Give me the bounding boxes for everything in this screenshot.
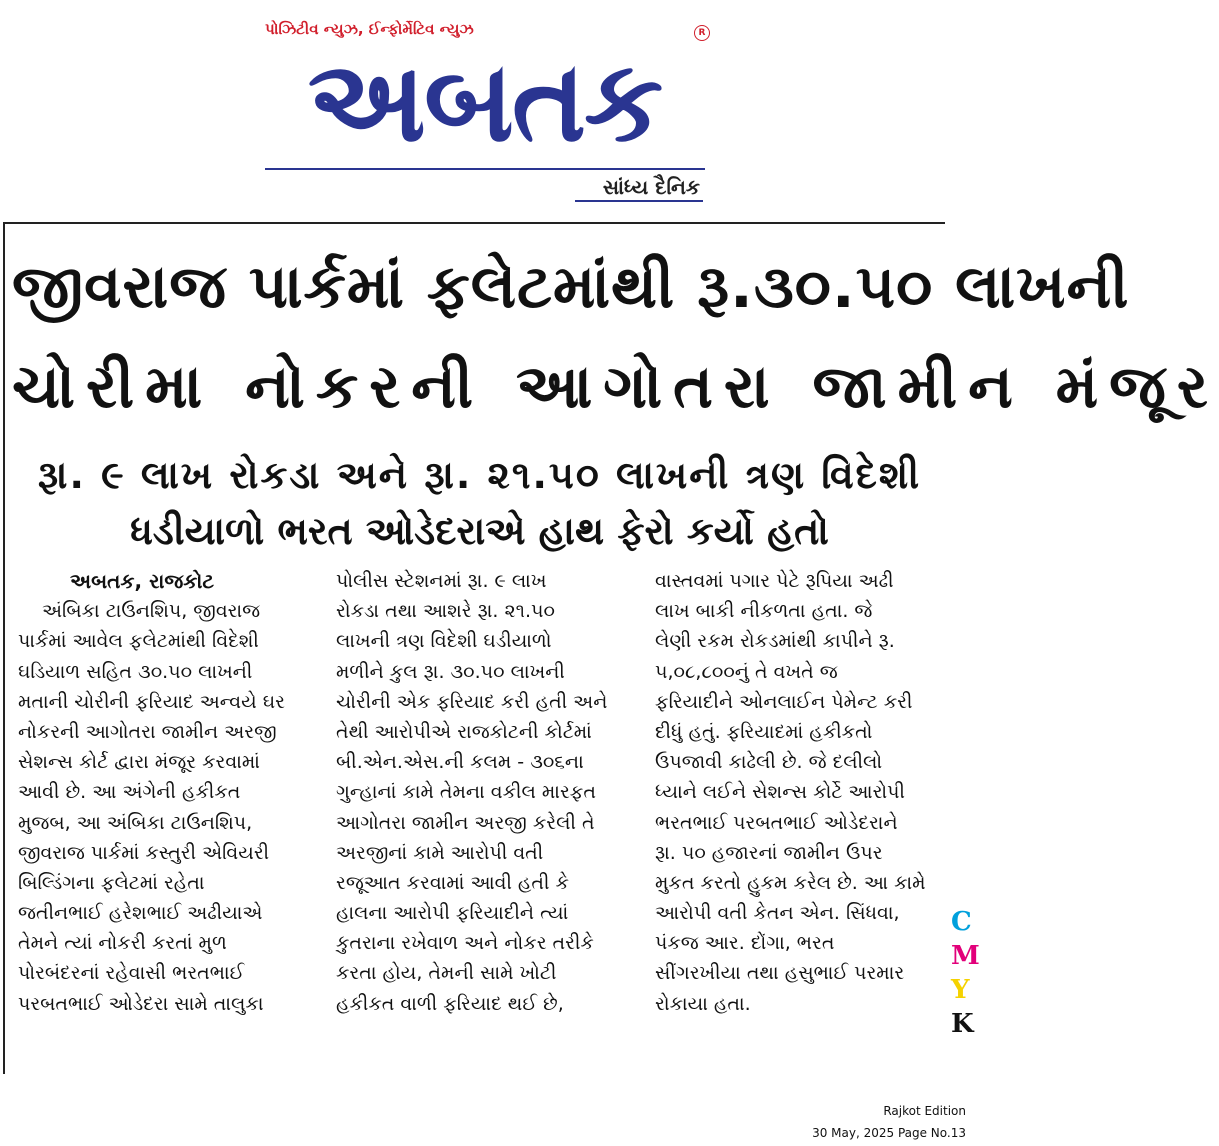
newspaper-logo: અબતક xyxy=(307,37,662,167)
column-3-line: આરોપી વતી કેતન એન. સિંધવા, xyxy=(655,902,900,925)
column-2-line: રજૂઆત કરવામાં આવી હતી કે xyxy=(336,871,569,894)
column-3-line: રોકાયા હતા. xyxy=(655,992,751,1015)
cmyk-c: C xyxy=(951,907,972,937)
cmyk-color-bar xyxy=(951,905,980,1041)
column-1-line: અંબિકા ટાઉનશિપ, જીવરાજ xyxy=(42,600,261,623)
column-3-line: દીધું હતું. ફરિયાદમાં હકીકતો xyxy=(655,720,873,743)
column-1-line: સેશન્સ કોર્ટ દ્વારા મંજૂર કરવામાં xyxy=(18,751,260,774)
tagline: પોઝિટીવ ન્યુઝ, ઈન્ફોર્મેટિવ ન્યુઝ xyxy=(265,20,474,38)
column-3-line: લાખ બાકી નીકળતા હતા. જે xyxy=(655,600,873,623)
column-1-line: મુજબ, આ અંબિકા ટાઉનશિપ, xyxy=(18,811,253,834)
newspaper-subtitle: સાંધ્ય દૈનિક xyxy=(602,175,700,199)
column-3-line: વાસ્તવમાં પગાર પેટે રૂપિયા અઢી xyxy=(655,570,894,592)
subheadline-line-1: રૂા. ૯ લાખ રોકડા અને રૂા. ૨૧.૫૦ લાખની ત્રણ વિદેશી xyxy=(37,453,922,497)
article-column-2 xyxy=(336,566,628,1082)
cmyk-k: K xyxy=(951,1009,974,1039)
article-frame-top xyxy=(3,222,945,224)
column-3-line: ભરતભાઈ પરબતભાઈ ઓડેદરાને xyxy=(655,811,898,834)
column-3-line: ૫,૦૮,૮૦૦નું તે વખતે જ xyxy=(655,660,838,683)
column-2-line: તેથી આરોપીએ રાજકોટની કોર્ટમાં xyxy=(336,720,592,743)
column-2-line: ચોરીની એક ફરિયાદ કરી હતી અને xyxy=(336,690,608,713)
column-1-line: પોરબંદરનાં રહેવાસી ભરતભાઈ xyxy=(18,962,245,985)
column-1-line: પરબતભાઈ ઓડેદરા સામે તાલુકા xyxy=(18,992,264,1015)
subheadline-line-2: ધડીયાળો ભરત ઓડેદરાએ હાથ ફેરો કર્યો હતો xyxy=(130,509,829,553)
dateline: અબતક, રાજકોટ xyxy=(70,569,215,593)
column-2-line: લાખની ત્રણ વિદેશી ઘડીયાળો xyxy=(336,630,552,653)
edition-footer xyxy=(812,1100,966,1144)
column-2-line: બી.એન.એસ.ની કલમ - ૩૦૬ના xyxy=(336,751,584,774)
column-1-line: જીવરાજ પાર્કમાં કસ્તુરી એવિયરી xyxy=(18,841,270,864)
column-3-line: રૂા. ૫૦ હજારનાં જામીન ઉપર xyxy=(655,841,883,864)
column-2-line: રોકડા તથા આશરે રૂા. ૨૧.૫૦ xyxy=(336,600,555,623)
column-1-line: બિલ્ડિંગના ફલેટમાં રહેતા xyxy=(18,871,205,894)
headline-line-1: જીવરાજ પાર્કમાં ફલેટમાંથી રૂ.૩૦.૫૦ લાખની xyxy=(12,252,1130,322)
column-2-line: પોલીસ સ્ટેશનમાં રૂા. ૯ લાખ xyxy=(336,570,547,592)
article-column-1 xyxy=(18,566,310,1082)
column-1-line: આવી છે. આ અંગેની હકીકત xyxy=(18,781,241,804)
column-1-line: નોકરની આગોતરા જામીન અરજી xyxy=(18,720,277,743)
column-2-line: હકીકત વાળી ફરિયાદ થઈ છે, xyxy=(336,992,564,1015)
cmyk-y: Y xyxy=(951,975,970,1005)
column-1-line: મતાની ચોરીની ફરિયાદ અન્વયે ઘર xyxy=(18,690,285,713)
column-2-line: અરજીનાં કામે આરોપી વતી xyxy=(336,841,544,864)
subtitle-divider xyxy=(575,200,703,202)
date-page: 30 May, 2025 Page No.13 xyxy=(812,1126,966,1140)
logo-divider xyxy=(265,168,705,170)
column-3-line: લેણી રકમ રોકડમાંથી કાપીને રૂ. xyxy=(655,630,895,653)
article-frame-left xyxy=(3,222,5,1074)
article-column-3 xyxy=(655,566,945,1082)
column-2-line: મળીને કુલ રૂા. ૩૦.૫૦ લાખની xyxy=(336,660,565,683)
column-1-line: ઘડિયાળ સહિત ૩૦.૫૦ લાખની xyxy=(18,660,253,683)
column-2-line: ગુન્હાનાં કામે તેમના વકીલ મારફત xyxy=(336,781,596,804)
column-3-line: ધ્યાને લઈને સેશન્સ કોર્ટે આરોપી xyxy=(655,781,905,804)
headline-line-2: ચોરીમા નોકરની આગોતરા જામીન મંજૂર xyxy=(12,352,1219,422)
column-2-line: આગોતરા જામીન અરજી કરેલી તે xyxy=(336,811,595,834)
edition-name: Rajkot Edition xyxy=(883,1104,966,1118)
column-2-line: કરતા હોય, તેમની સામે ખોટી xyxy=(336,962,557,985)
cmyk-m: M xyxy=(951,941,980,971)
column-1-line: પાર્કમાં આવેલ ફલેટમાંથી વિદેશી xyxy=(18,630,259,653)
registered-mark: R xyxy=(694,25,710,41)
column-3-line: ફરિયાદીને ઓનલાઈન પેમેન્ટ કરી xyxy=(655,690,913,713)
column-1-line: તેમને ત્યાં નોકરી કરતાં મુળ xyxy=(18,932,227,955)
column-3-line: સીંગરખીયા તથા હસુભાઈ પરમાર xyxy=(655,962,905,985)
column-2-line: હાલના આરોપી ફરિયાદીને ત્યાં xyxy=(336,902,569,925)
column-3-line: ઉપજાવી કાઢેલી છે. જે દલીલો xyxy=(655,751,883,774)
column-3-line: મુકત કરતો હુકમ કરેલ છે. આ કામે xyxy=(655,871,926,894)
column-1-line: જતીનભાઈ હરેશભાઈ અઢીયાએ xyxy=(18,902,263,925)
column-3-line: પંકજ આર. દોંગા, ભરત xyxy=(655,932,835,955)
column-2-line: કુતરાના રખેવાળ અને નોકર તરીકે xyxy=(336,932,594,955)
